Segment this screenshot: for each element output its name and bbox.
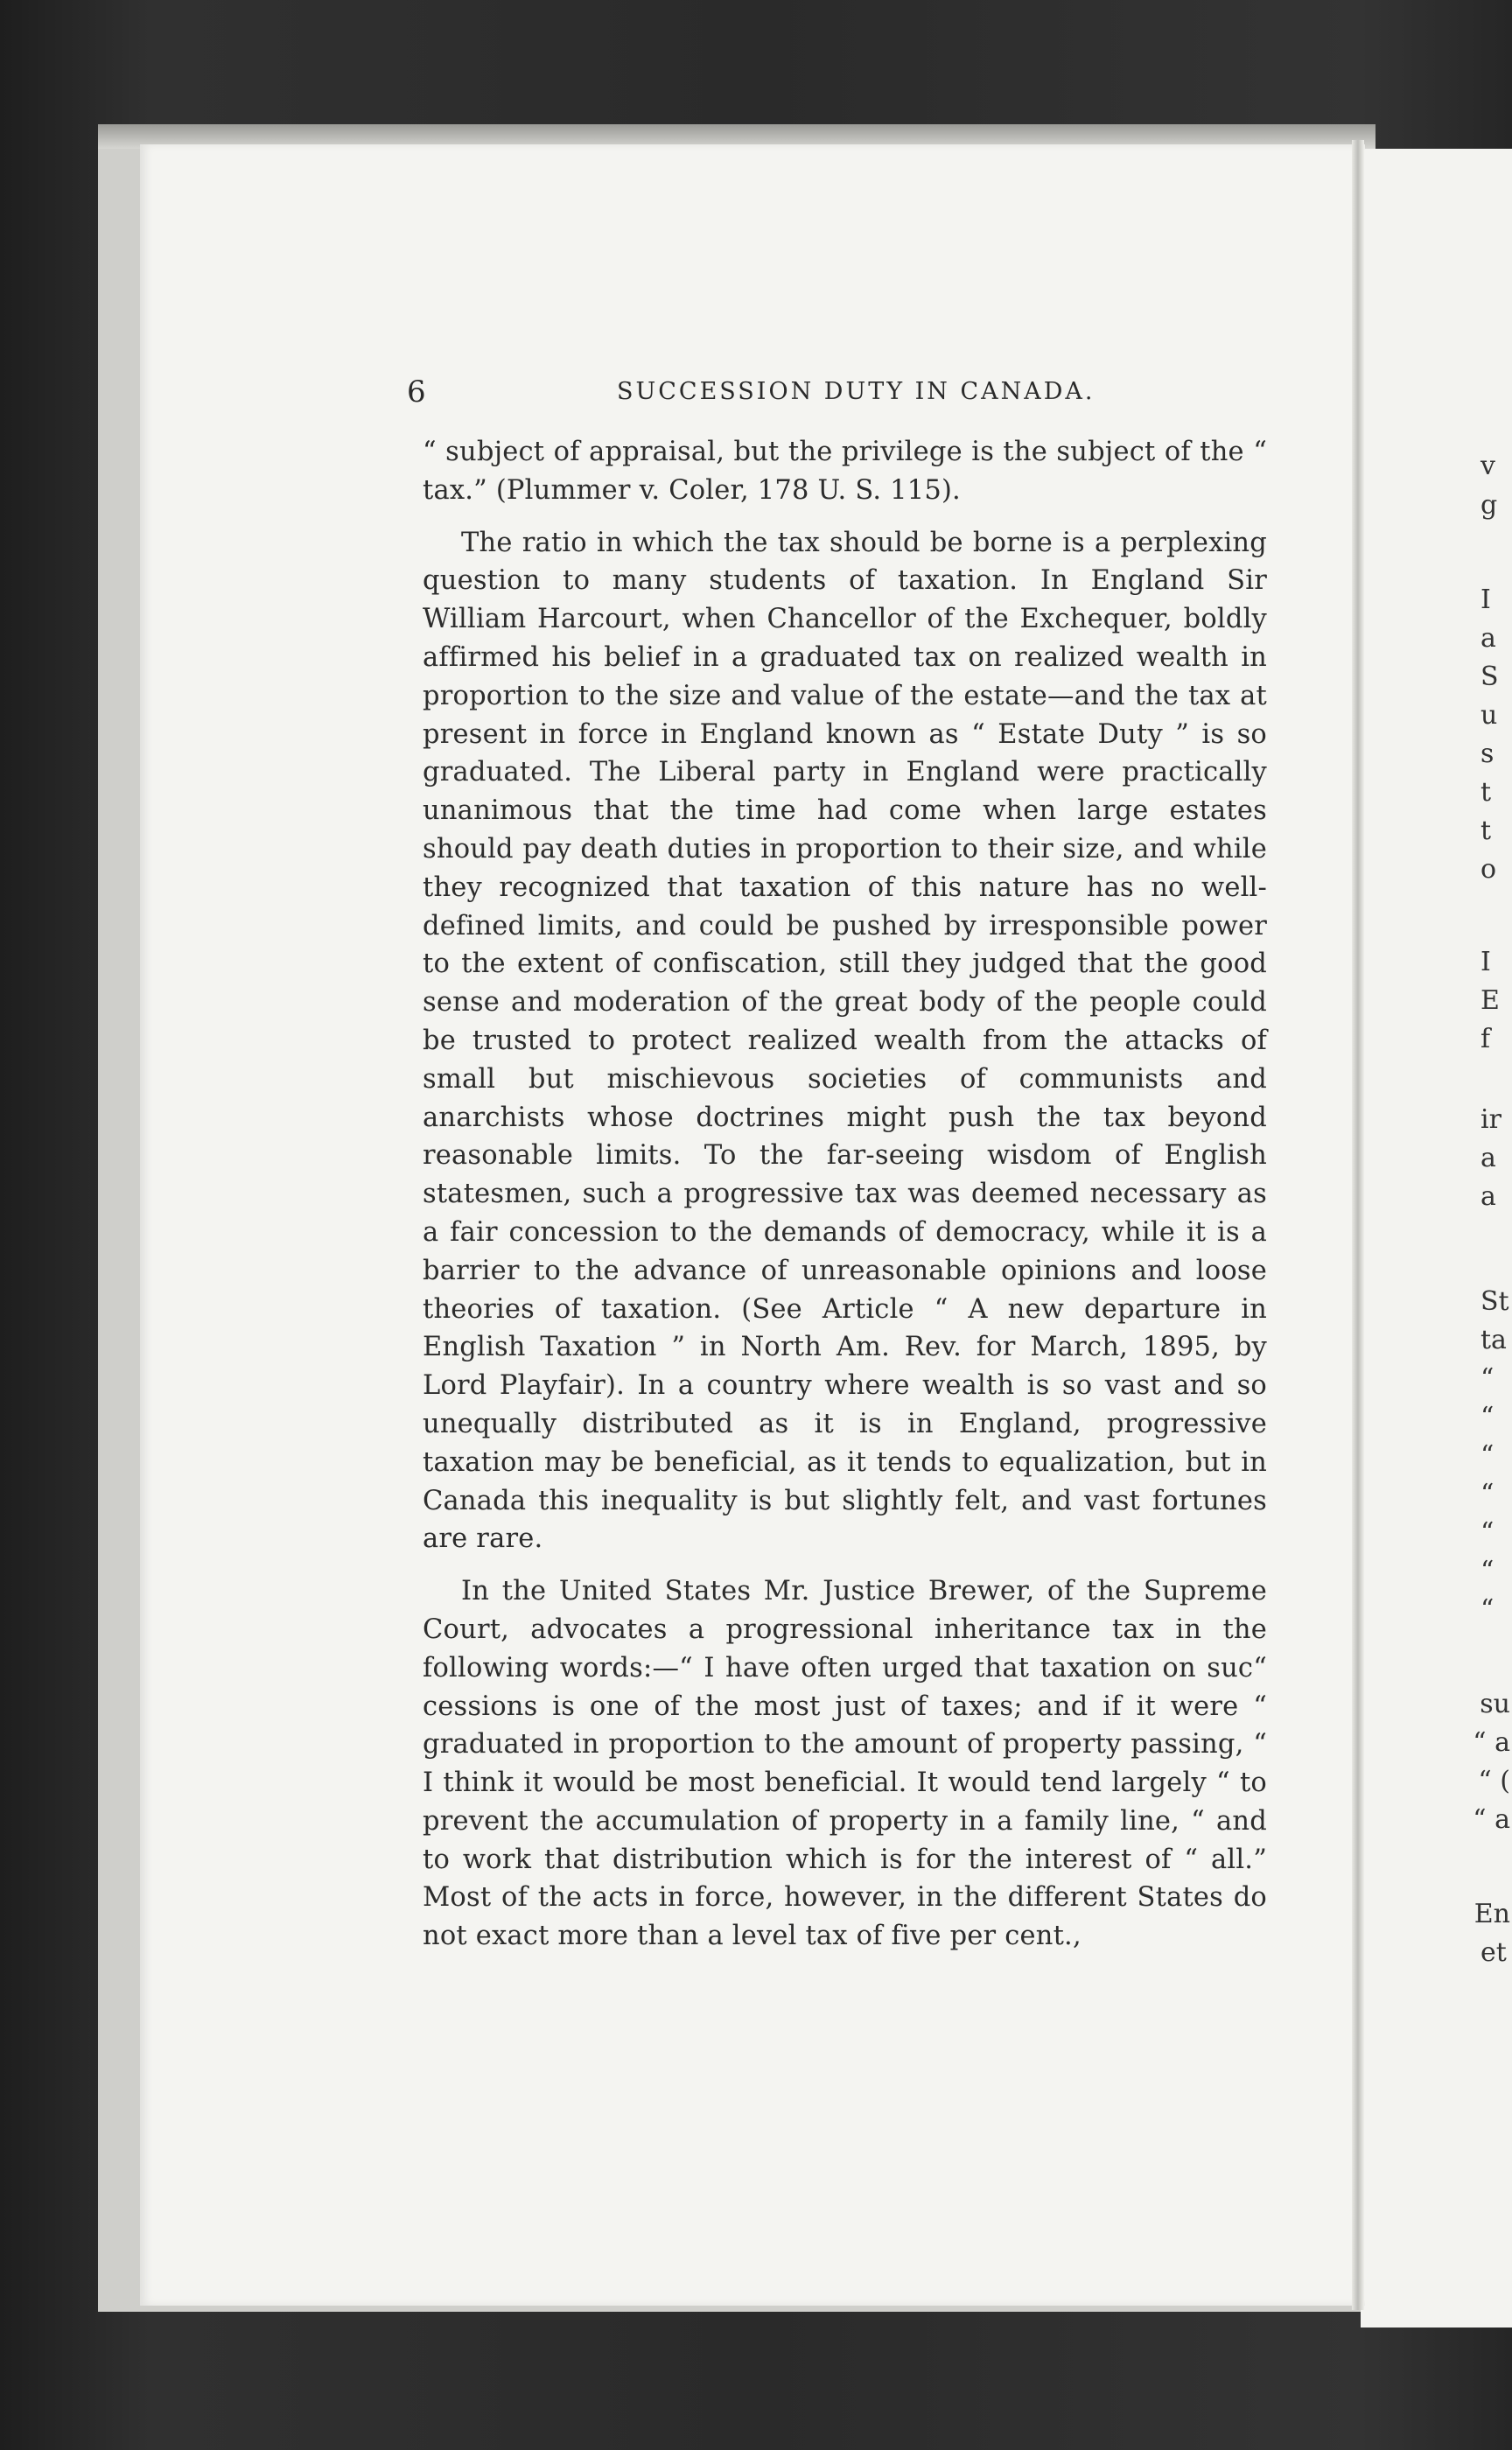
facing-fragment: u <box>1480 700 1498 731</box>
facing-fragment: En <box>1474 1899 1510 1929</box>
facing-fragment: “ <box>1480 1402 1494 1432</box>
page-gutter <box>1352 140 1364 2310</box>
facing-fragment: I <box>1480 584 1491 615</box>
facing-fragment: “ <box>1480 1517 1494 1548</box>
facing-fragment: St <box>1480 1286 1509 1317</box>
facing-fragment: a <box>1480 623 1496 654</box>
facing-fragment: a <box>1480 1143 1496 1173</box>
page-header <box>407 374 1260 410</box>
facing-fragment: “ a <box>1473 1804 1510 1835</box>
facing-fragment: v <box>1480 451 1495 481</box>
body-text <box>423 433 1267 1970</box>
facing-fragment: “ ( <box>1478 1766 1510 1796</box>
facing-fragment: a <box>1480 1181 1496 1212</box>
facing-fragment: “ <box>1480 1440 1494 1471</box>
facing-fragment: s <box>1480 738 1494 769</box>
facing-fragment: “ <box>1480 1556 1494 1586</box>
facing-fragment: S <box>1480 662 1499 692</box>
facing-fragment: “ <box>1480 1363 1494 1394</box>
facing-fragment: f <box>1480 1024 1491 1054</box>
facing-fragment: “ a <box>1473 1727 1510 1758</box>
facing-fragment: E <box>1480 985 1500 1016</box>
facing-fragment: su <box>1480 1689 1510 1719</box>
facing-fragment: I <box>1480 947 1491 977</box>
facing-fragment: “ <box>1480 1479 1494 1509</box>
running-head: SUCCESSION DUTY IN CANADA. <box>617 378 1096 405</box>
facing-fragment: ta <box>1480 1325 1507 1355</box>
facing-fragment: et <box>1480 1937 1507 1968</box>
facing-fragment: o <box>1480 854 1497 885</box>
paragraph-2: The ratio in which the tax should be borne is a perplexing question to many students of taxation. In England Sir William Harcourt, when Chancellor of the Exchequer, boldly affirmed his belief in a graduated tax on realized wealth in proportion to the size and value of the estate—and the tax at present in force in England known as “ Estate Duty ” is so graduated. The Liberal party in England were practically unanimous that the time had come when large estates should pay death duties in proportion to their size, and while they recognized that taxation of this nature has no well-defined limits, and could be pushed by irresponsible power to the extent of confiscation, still they judged that the good sense and moderation of the great body of the people could be trusted to protect realized wealth from the attacks of small but mischievous societies of communists and anarchists whose doctrines might push the tax beyond reasonable limits. To the far-seeing wisdom of English statesmen, such a progressive tax was deemed necessary as a fair concession to the demands of democracy, while it is a barrier to the advance of unreasonable opinions and loose theories of taxation. (See Article “ A new departure in English Taxation ” in North Am. Rev. for March, 1895, by Lord Playfair). In a country where wealth is so vast and so unequally distributed as it is in England, progressive taxation may be beneficial, as it tends to equalization, but in Canada this inequality is but slightly felt, and vast fortunes are rare. <box>423 527 1267 1555</box>
paragraph-1: “ subject of appraisal, but the privilege is the subject of the “ tax.” (Plummer v. Coler, 178 U. S. 115). <box>423 437 1267 506</box>
facing-fragment: t <box>1480 816 1492 846</box>
facing-fragment: g <box>1480 490 1498 521</box>
facing-fragment: ir <box>1480 1104 1502 1135</box>
facing-fragment: t <box>1480 777 1492 808</box>
paragraph-3: In the United States Mr. Justice Brewer, of the Supreme Court, advocates a progressional inheritance tax in the following words:—“ I have often urged that taxation on suc“ cessions is one of the most just of taxes; and if it were “ graduated in proportion to the amount of property passing, “ I think it would be most beneficial. It would tend largely “ to prevent the accumulation of property in a family line, “ and to work that distribution which is for the interest of “ all.” Most of the acts in force, however, in the different States do not exact more than a level tax of five per cent., <box>423 1576 1267 1952</box>
page-number: 6 <box>407 374 426 410</box>
facing-fragment: “ <box>1480 1594 1494 1625</box>
